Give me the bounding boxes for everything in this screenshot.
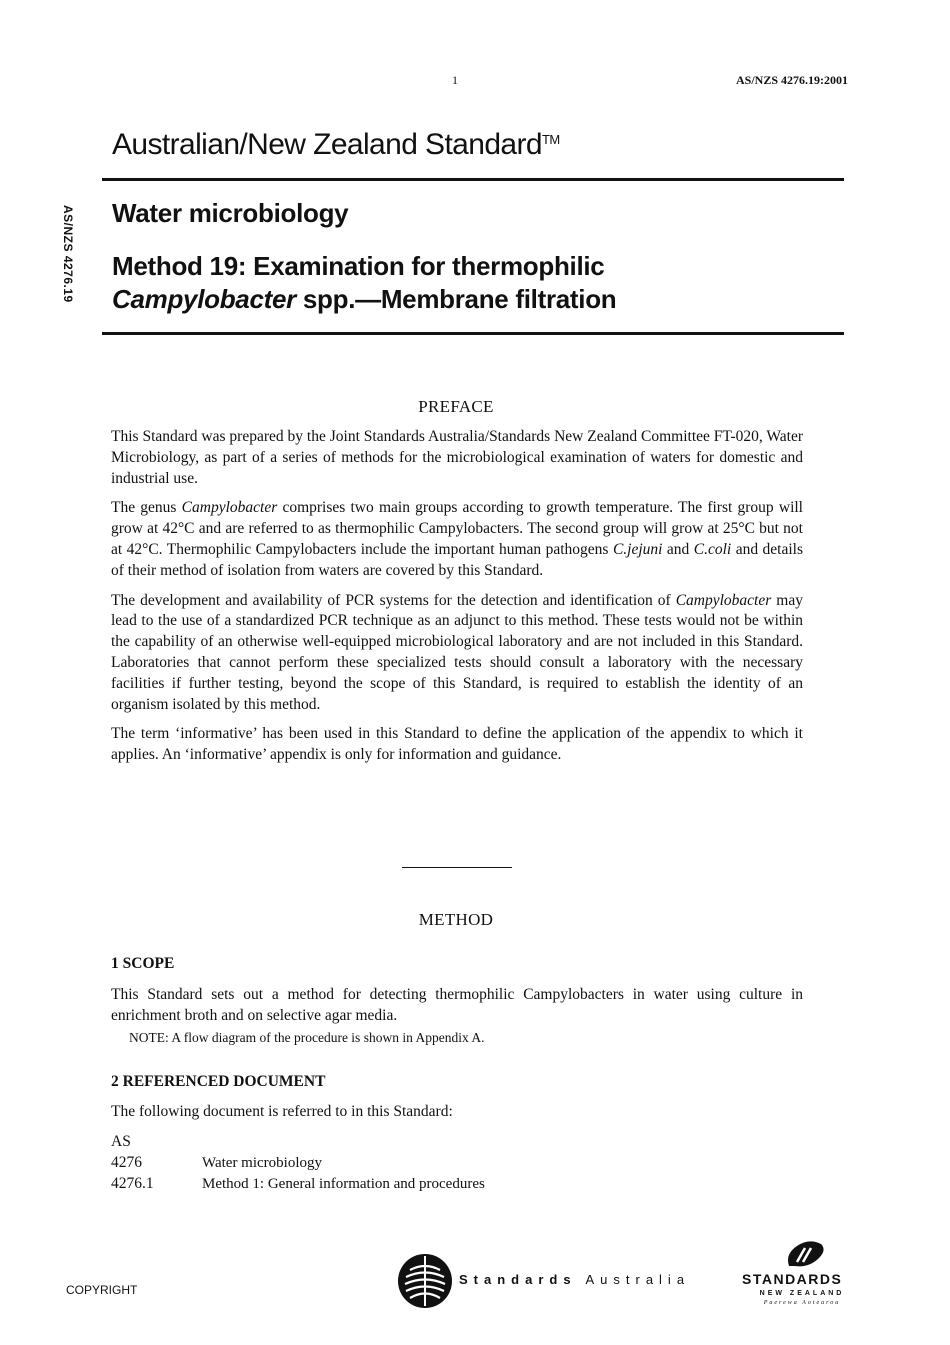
reference-title: Water microbiology	[202, 1155, 323, 1171]
text-span: may lead to the use of a standardized PCR technique as an adjunct to this method. These tests would not be within the capability of an otherwise well-equipped microbiological laboratory and are not included in this Standard. Laboratories that cannot perform these specialized tests should consult a laboratory with the necessary facilities if further testing, beyond the scope of this Standard, is required to establish the identity of an organism isolated by this method.	[111, 591, 803, 713]
copyright-label: COPYRIGHT	[66, 1283, 138, 1297]
section-divider	[402, 867, 512, 868]
standards-new-zealand-logo-icon	[783, 1240, 827, 1270]
species-name: C.jejuni	[612, 540, 663, 558]
preface-paragraph-1: This Standard was prepared by the Joint Standards Australia/Standards New Zealand Committee FT-020, Water Microbiology, as part of a series of methods for the microbiological examination of waters for domestic and industrial use.	[111, 428, 803, 487]
scope-note: NOTE: A flow diagram of the procedure is shown in Appendix A.	[129, 1030, 485, 1045]
scope-text-block	[111, 985, 803, 1036]
standard-code-header: AS/NZS 4276.19:2001	[735, 73, 848, 87]
reference-row	[111, 1175, 485, 1193]
bottom-title-rule	[102, 332, 844, 335]
main-title-text: Australian/New Zealand Standard	[112, 128, 542, 161]
text-span: The genus	[111, 499, 182, 517]
method-title-line1: Method 19: Examination for thermophilic	[112, 251, 605, 281]
genus-name: Campylobacter	[181, 499, 278, 517]
main-title	[112, 128, 560, 162]
preface-heading: PREFACE	[418, 397, 494, 416]
maori-subtitle: Paerewa Aotearoa	[763, 1300, 841, 1306]
reference-code: 4276.1	[111, 1175, 154, 1192]
subject-title: Water microbiology	[112, 198, 349, 228]
text-span: and details of their method of isolation from waters are covered by this Standard.	[111, 540, 803, 579]
method-title-rest: spp.—Membrane filtration	[295, 284, 617, 314]
wordmark-bold: Standards	[459, 1272, 577, 1287]
standards-australia-wordmark	[459, 1272, 690, 1287]
new-zealand-subtitle: NEW ZEALAND	[759, 1290, 845, 1297]
preface-paragraph-2	[111, 498, 803, 581]
referenced-document-heading: 2 REFERENCED DOCUMENT	[111, 1073, 326, 1090]
referenced-document-intro: The following document is referred to in this Standard:	[111, 1103, 453, 1120]
reference-code: 4276	[111, 1154, 142, 1171]
preface-paragraph-3	[111, 591, 803, 716]
genus-name: Campylobacter	[675, 591, 772, 609]
standards-australia-logo-icon	[396, 1252, 454, 1310]
method-title-genus: Campylobacter	[112, 284, 296, 314]
scope-text: This Standard sets out a method for detecting thermophilic Campylobacters in water using culture in enrichment broth and on selective agar media.	[111, 986, 803, 1024]
side-standard-code: AS/NZS 4276.19	[61, 205, 75, 303]
top-rule	[102, 178, 844, 181]
page-number: 1	[452, 73, 458, 87]
text-span: and	[662, 540, 694, 558]
species-name: C.coli	[693, 540, 732, 558]
standards-new-zealand-wordmark: STANDARDS	[742, 1271, 843, 1287]
reference-title: Method 1: General information and procedures	[202, 1176, 485, 1192]
reference-row	[111, 1154, 322, 1172]
method-title-line2	[112, 284, 616, 315]
text-span: comprises two main groups according to growth temperature. The first group will grow at 42°C and are referred to as thermophilic Campylobacters. The second group will grow at 25°C but not at 42°C. Thermophilic Campylobacters include the important human pathogens	[111, 499, 803, 558]
reference-group: AS	[111, 1133, 131, 1150]
method-heading: METHOD	[418, 910, 494, 929]
trademark-mark: TM	[542, 132, 560, 147]
text-span: The development and availability of PCR systems for the detection and identification of	[111, 591, 676, 609]
scope-heading: 1 SCOPE	[111, 955, 175, 972]
wordmark-rest: Australia	[576, 1272, 691, 1287]
preface-paragraph-4: The term ‘informative’ has been used in this Standard to define the application of the appendix to which it applies. An ‘informative’ appendix is only for information and guidance.	[111, 725, 803, 764]
preface-body	[111, 427, 803, 775]
